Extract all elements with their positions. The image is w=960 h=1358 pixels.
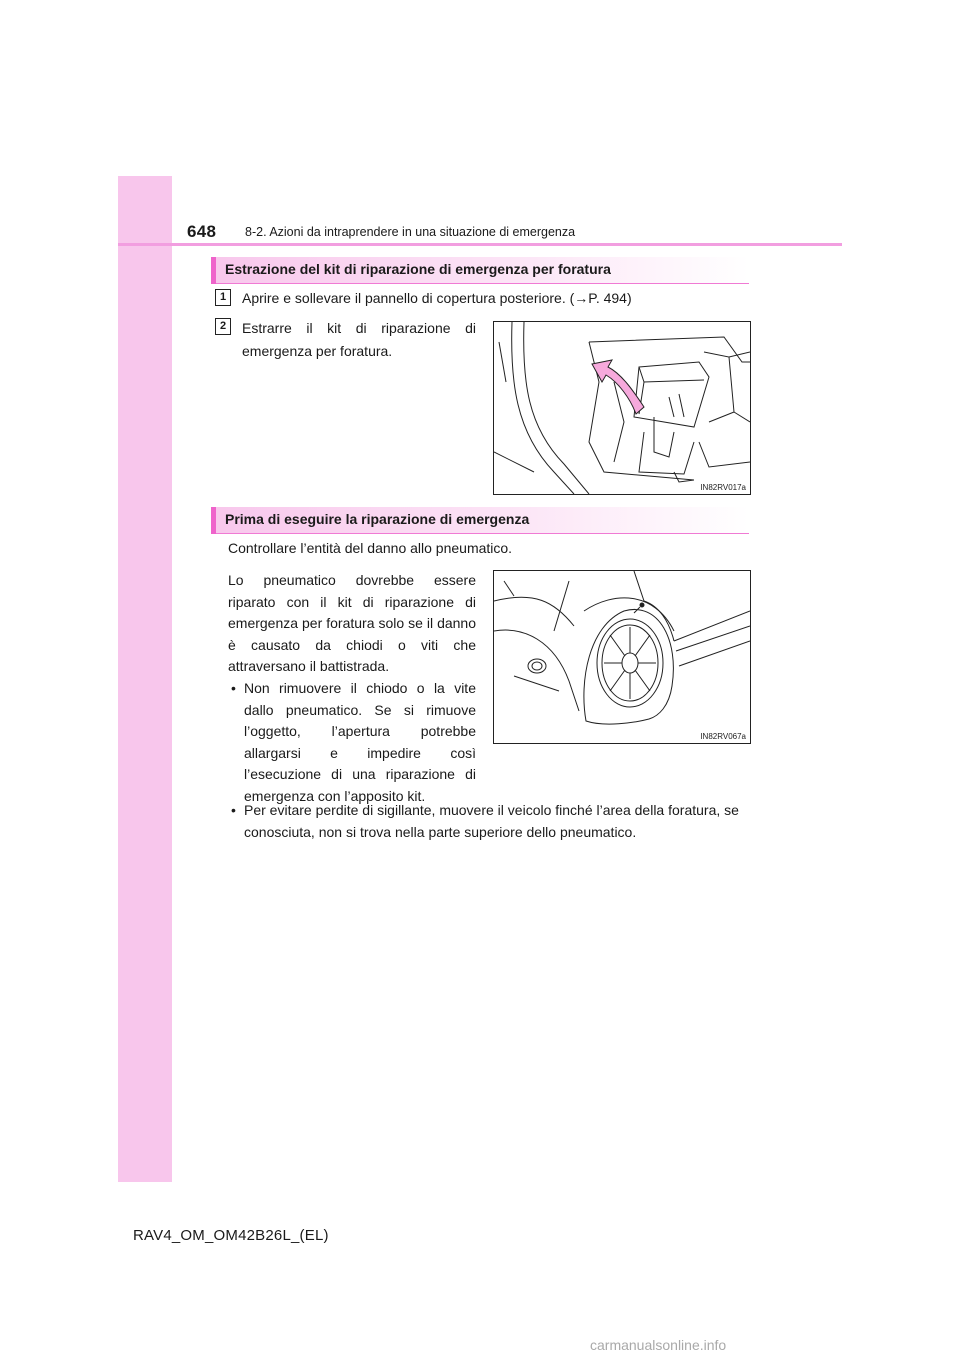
chapter-tab-strip	[118, 176, 172, 1182]
document-code: RAV4_OM_OM42B26L_(EL)	[133, 1227, 329, 1244]
header-rule	[118, 243, 842, 246]
flat-tire-illustration	[494, 571, 750, 743]
section-heading-extraction	[211, 257, 749, 284]
figure-code: IN82RV017a	[700, 483, 746, 492]
figure-code: IN82RV067a	[700, 732, 746, 741]
figure-repair-kit-extraction	[493, 321, 751, 495]
step-text: Aprire e sollevare il pannello di copertura posteriore. (→P. 494)	[242, 290, 632, 306]
heading-accent-bar	[211, 507, 216, 534]
bullet-text: Non rimuovere il chiodo o la vite dallo pneumatico. Se si rimuove l’oggetto, l’apertura potrebbe allargarsi e impedire così l’esecuzione di una riparazione di emergenza con l’apposito kit.	[244, 680, 476, 804]
intro-text: Controllare l’entità del danno allo pneumatico.	[228, 540, 513, 556]
step-number-badge: 2	[215, 318, 231, 335]
heading-accent-bar	[211, 257, 216, 284]
section-heading-before-repair	[211, 507, 749, 534]
repair-kit-illustration	[494, 322, 750, 494]
section-title: 8-2. Azioni da intraprendere in una situazione di emergenza	[245, 225, 576, 239]
watermark-text[interactable]: carmanualsonline.info	[590, 1337, 727, 1353]
section-heading-text: Prima di eseguire la riparazione di emergenza	[225, 511, 530, 527]
figure-flat-tire	[493, 570, 751, 744]
step-text: Estrarre il kit di riparazione di emergenza per foratura.	[242, 320, 476, 359]
bullet-symbol: •	[231, 680, 236, 696]
paragraph-text: Lo pneumatico dovrebbe essere riparato con il kit di riparazione di emergenza per foratura solo se il danno è causato da chiodi o viti che attraversano il battistrada.	[228, 572, 476, 674]
section-heading-text: Estrazione del kit di riparazione di emergenza per foratura	[225, 261, 611, 277]
bullet-symbol: •	[231, 802, 236, 818]
page-number: 648	[187, 222, 217, 241]
bullet-text: Per evitare perdite di sigillante, muovere il veicolo finché l’area della foratura, se conosciuta, non si trova nella parte superiore dello pneumatico.	[244, 802, 739, 840]
step-number-badge: 1	[215, 289, 231, 306]
